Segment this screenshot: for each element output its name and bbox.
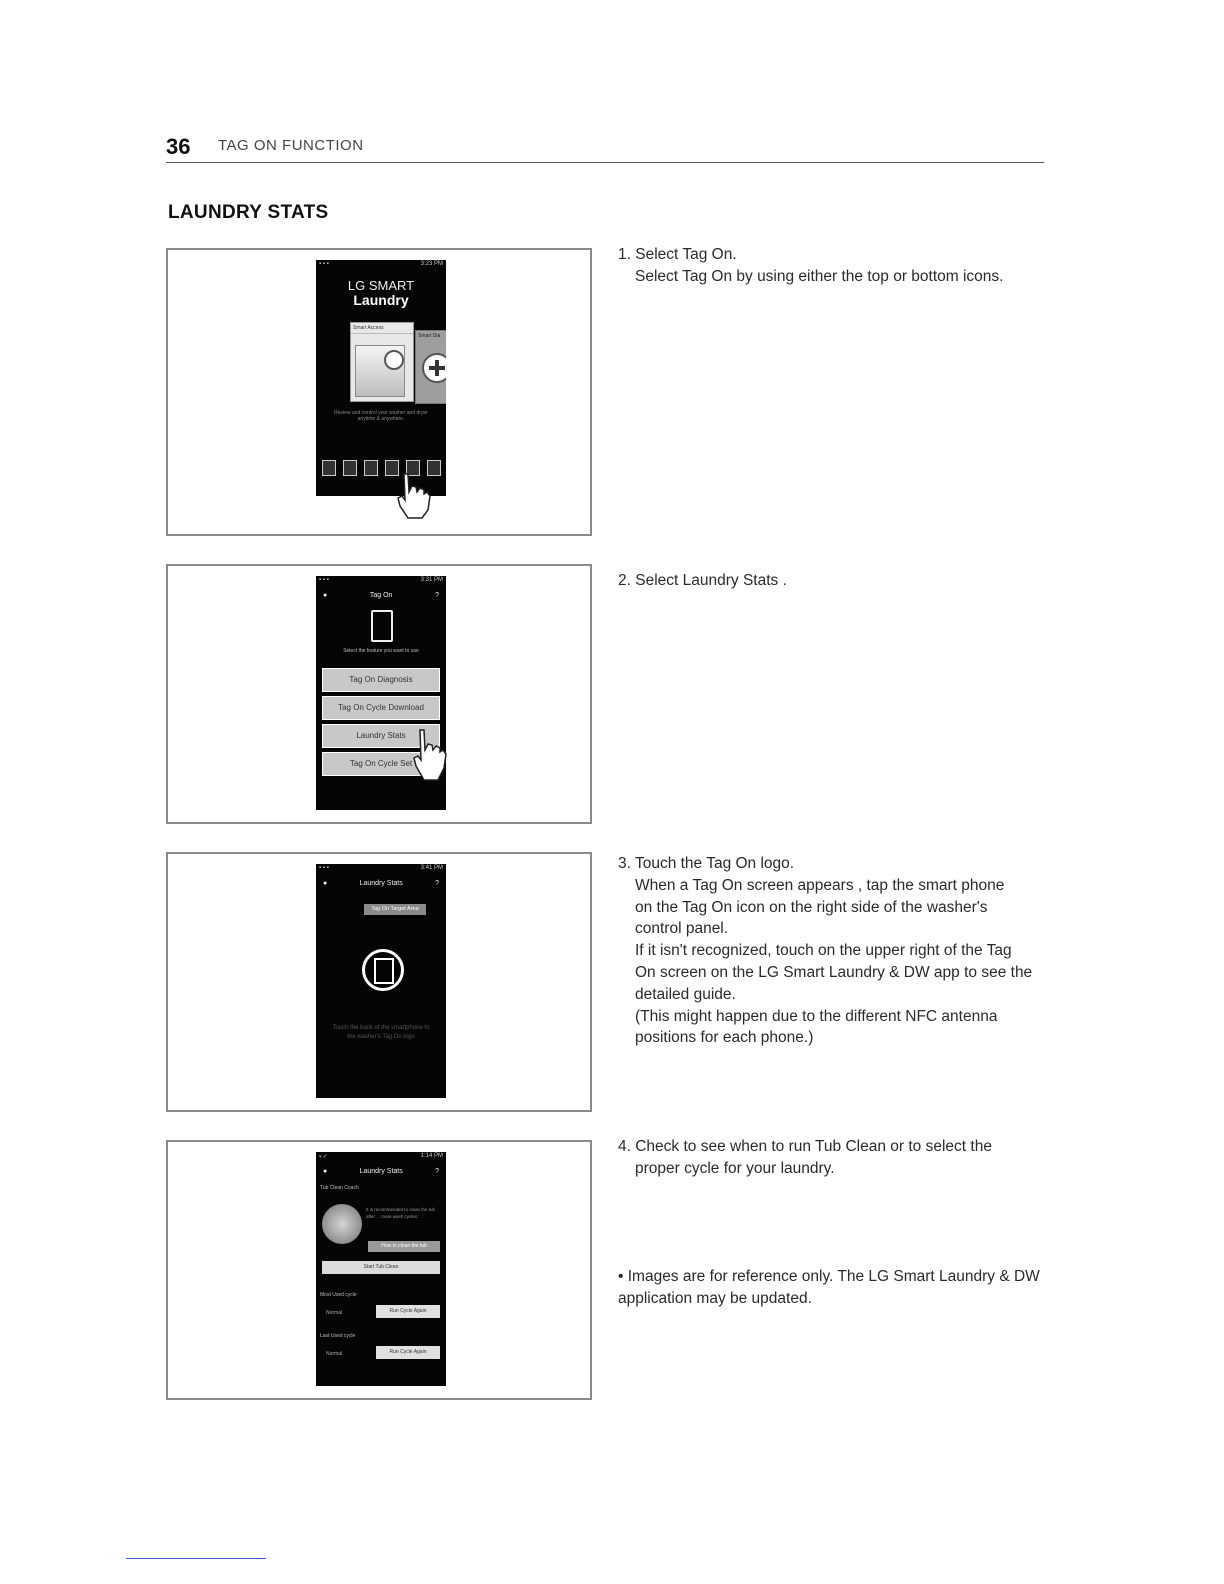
run-cycle-again-button[interactable]: Run Cycle Again (376, 1305, 440, 1318)
tub-image (322, 1204, 362, 1244)
page-header (166, 132, 1044, 163)
status-bar: ▪ ▪ ▪ 3:31 PM (319, 577, 443, 583)
tag-on-target-area-chip: Tag On Target Area (364, 904, 426, 915)
app-logo-line1: LG SMART (347, 278, 415, 293)
page-title: LAUNDRY STATS (168, 202, 329, 223)
pointing-hand-icon (412, 728, 448, 786)
book-icon[interactable] (364, 460, 378, 476)
step2-title: 2. Select Laundry Stats . (618, 572, 787, 589)
step4-text (618, 1136, 1048, 1180)
phone-screen-laundry-stats (316, 1152, 446, 1386)
status-bar: ▪ ▪ ▪ 3:41 PM (319, 865, 443, 871)
phone-screen-home (316, 260, 446, 496)
step1-body: Select Tag On by using either the top or bottom icons. (635, 267, 1004, 285)
laundry-stats-button[interactable]: Laundry Stats (322, 724, 440, 748)
step1-title: 1. Select Tag On. (618, 246, 737, 263)
reference-note-text: • Images are for reference only. The LG Smart Laundry & DW application may be updated. (618, 1268, 1040, 1307)
phone-screen-laundry-stats-tag (316, 864, 446, 1098)
pointing-hand-icon (396, 472, 432, 520)
most-used-cycle-label: Most Used cycle (320, 1292, 357, 1298)
how-to-clean-tub-button[interactable]: How to clean the tub (368, 1241, 440, 1252)
step1-figure (166, 248, 592, 536)
step3-title: 3. Touch the Tag On logo. (618, 855, 795, 872)
tag-on-cycle-set-button[interactable]: Tag On Cycle Set (322, 752, 440, 776)
app-description: Review and control your washer and dryer anytime & anywhere. (334, 410, 428, 422)
bottom-link-line (126, 1558, 266, 1559)
step3-body2: If it isn't recognized, touch on the upper right of the Tag On screen on the LG Smart Laundry & DW app to see the detailed guide. (635, 942, 1033, 1003)
section-label: TAG ON FUNCTION (218, 137, 364, 154)
tub-clean-coach-label: Tub Clean Coach (320, 1185, 359, 1191)
tag-on-cycle-download-button[interactable]: Tag On Cycle Download (322, 696, 440, 720)
step3-body3: (This might happen due to the different NFC antenna positions for each phone.) (635, 1007, 998, 1047)
app-bar: ● Tag On ? (323, 591, 439, 599)
step3-figure (166, 852, 592, 1112)
step4-figure (166, 1140, 592, 1400)
reference-note (618, 1266, 1048, 1310)
tag-on-diagnosis-button[interactable]: Tag On Diagnosis (322, 668, 440, 692)
touch-instruction-text: Touch the back of the smartphone to the washer's Tag On logo (332, 1025, 430, 1040)
last-used-cycle-label: Last Used cycle (320, 1333, 356, 1339)
run-cycle-again-button-2[interactable]: Run Cycle Again (376, 1346, 440, 1359)
step4-body: proper cycle for your laundry. (635, 1159, 835, 1177)
status-bar: ▪ ▪ ▪ 3:23 PM (319, 261, 443, 267)
step4-title: 4. Check to see when to run Tub Clean or to select the (618, 1138, 992, 1155)
start-tub-clean-button[interactable]: Start Tub Clean (322, 1261, 440, 1274)
step3-body1: When a Tag On screen appears , tap the smart phone on the Tag On icon on the right side of the washer's control panel. (635, 876, 1005, 938)
tub-recommendation-text: It is recommended to clean the tub after ... more wash cycles. (366, 1207, 436, 1219)
step3-text (618, 853, 1048, 1049)
home-icon[interactable] (322, 460, 336, 476)
last-used-cycle-value: Normal (326, 1351, 343, 1357)
step2-text (618, 570, 1048, 592)
washer-icon (355, 345, 405, 397)
status-bar: ▪ ✓ 1:14 PM (319, 1153, 443, 1160)
most-used-cycle-value: Normal (326, 1310, 343, 1316)
phone-touch-icon (371, 610, 393, 642)
plus-icon (422, 353, 446, 383)
app-logo-line2: Laundry (353, 292, 409, 308)
page-number: 36 (166, 134, 191, 159)
smart-diagnosis-card[interactable]: Smart Dia (415, 330, 446, 404)
smart-access-card[interactable]: Smart Access (350, 322, 414, 402)
app-bar: ● Laundry Stats ? (323, 879, 439, 887)
app-bar: ● Laundry Stats ? (323, 1167, 439, 1175)
select-feature-text: Select the feature you want to use (343, 648, 419, 654)
step1-text (618, 244, 1048, 288)
tag-on-logo-icon[interactable] (362, 949, 404, 991)
clock-icon[interactable] (343, 460, 357, 476)
step2-figure (166, 564, 592, 824)
